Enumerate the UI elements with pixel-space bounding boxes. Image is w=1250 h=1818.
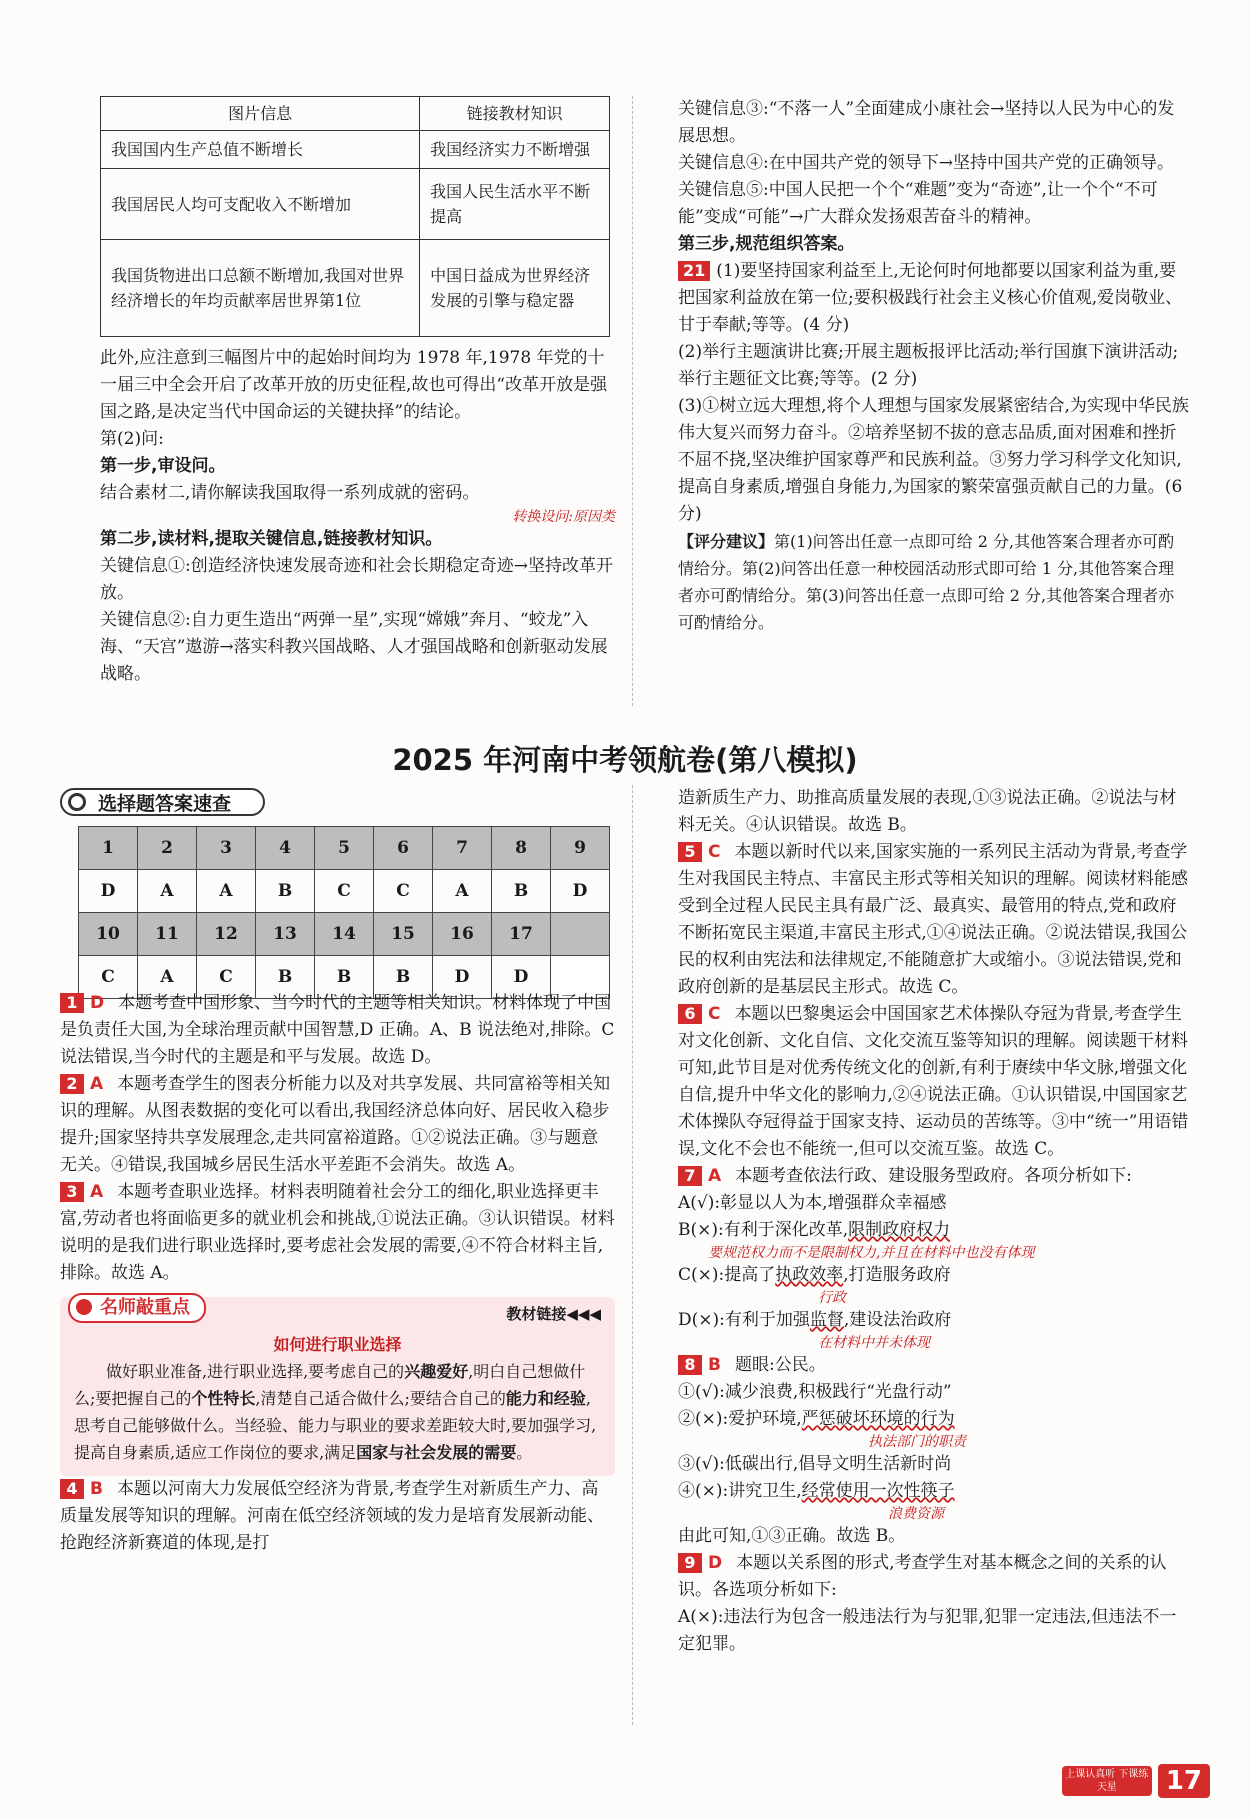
answer-text: (3)①树立远大理想,将个人理想与国家发展紧密结合,为实现中华民族伟大复兴而努力奋斗。②培养坚韧不拔的意志品质,面对困难和挫折不屈不挠,坚决维护国家尊严和民族利益。③努力学习科学文化知识,提高自身素质,增强自身能力,为国家的繁荣富强贡献自己的力量。(6 分) — [678, 396, 1189, 524]
answer-letter: A — [708, 1166, 722, 1186]
explanation: 由此可知,①③正确。故选 B。 — [678, 1526, 906, 1546]
answer-letter: D — [90, 993, 105, 1013]
table-cell: 我国居民人均可支配收入不断增加 — [101, 169, 420, 240]
option-line: A(×):违法行为包含一般违法行为与犯罪,犯罪一定违法,但违法不一定犯罪。 — [678, 1607, 1177, 1654]
question-number-badge: 8 — [678, 1355, 702, 1375]
option-line: ③(√):低碳出行,倡导文明生活新时尚 — [678, 1454, 952, 1474]
marked-text: 经常使用一次性筷子 — [801, 1481, 955, 1501]
question-number-badge: 9 — [678, 1553, 702, 1573]
option-line — [678, 1217, 1190, 1244]
rating-label: 【评分建议】 — [678, 532, 775, 551]
answer-letter: D — [708, 1553, 723, 1573]
answer-num: 5 — [315, 827, 374, 870]
section-label — [60, 788, 265, 816]
answer-num: 2 — [138, 827, 197, 870]
handwritten-annotation: 行政 — [818, 1290, 846, 1306]
option-line — [678, 1262, 1190, 1289]
marked-text: 限制政府权力 — [848, 1220, 951, 1240]
emphasis: 能力和经验 — [505, 1389, 586, 1408]
answer-num: 10 — [79, 913, 138, 956]
table-row — [101, 131, 610, 169]
answer-letter: B — [492, 870, 551, 913]
answer-letter: C — [315, 870, 374, 913]
answer-num: 7 — [433, 827, 492, 870]
answer-letter: B — [256, 870, 315, 913]
text-run: 。 — [516, 1443, 533, 1462]
text-run: ,明白自己想做什么;要把握自己的 — [74, 1362, 586, 1408]
answer-letter: B — [374, 956, 433, 999]
answer-letter: B — [90, 1479, 103, 1499]
key-point-box — [60, 1297, 615, 1476]
answer-letter: B — [708, 1355, 721, 1375]
answer-num: 4 — [256, 827, 315, 870]
answer-letter: A — [90, 1074, 104, 1094]
question-number-badge: 3 — [60, 1182, 84, 1202]
right-bottom-column — [678, 785, 1190, 1658]
question-number-badge: 1 — [60, 993, 84, 1013]
answer-letter: D — [492, 956, 551, 999]
text-run: D(×):有利于加强 — [678, 1310, 810, 1330]
answer-num: 13 — [256, 913, 315, 956]
answer-letter: C — [79, 956, 138, 999]
page-footer — [1062, 1764, 1210, 1798]
table-header: 链接教材知识 — [420, 97, 610, 131]
explanation: 本题以关系图的形式,考查学生对基本概念之间的关系的认识。各选项分析如下: — [678, 1553, 1167, 1600]
question-number-badge: 4 — [60, 1479, 84, 1499]
option-line — [678, 1307, 1190, 1334]
answer-letter: B — [256, 956, 315, 999]
left-bottom-column — [60, 990, 615, 1557]
text-run: ,打造服务政府 — [843, 1265, 951, 1285]
column-divider — [632, 785, 633, 1725]
paragraph: 结合素材二,请你解读我国取得一系列成就的密码。 — [100, 483, 480, 503]
handwritten-annotation: 浪费资源 — [888, 1506, 944, 1522]
question-number-badge: 21 — [678, 261, 710, 281]
answer-letter: B — [315, 956, 374, 999]
text-run: ,思考自己能够做什么。当经验、能力与职业的要求差距较大时,要加强学习,提高自身素质,适应工作岗位的要求,满足 — [74, 1389, 597, 1462]
emphasis: 国家与社会发展的需要 — [356, 1443, 517, 1462]
explanation: 造新质生产力、助推高质量发展的表现,①③说法正确。②说法与材料无关。④认识错误。故选 B。 — [678, 788, 1177, 835]
key-info: 关键信息⑤:中国人民把一个个“难题”变为“奇迹”,让一个个“不可能”变成“可能”→广大群众发扬艰苦奋斗的精神。 — [678, 180, 1158, 227]
page-title: 2025 年河南中考领航卷(第八模拟) — [392, 743, 858, 777]
text-run: B(×):有利于深化改革, — [678, 1220, 849, 1240]
text-run: C(×):提高了 — [678, 1265, 776, 1285]
explanation: 本题考查学生的图表分析能力以及对共享发展、共同富裕等相关知识的理解。从图表数据的变化可以看出,我国经济总体向好、居民收入稳步提升;国家坚持共享发展理念,走共同富裕道路。①②说法正确。③与题意无关。④错误,我国城乡居民生活水平差距不会消失。故选 A。 — [60, 1074, 611, 1175]
answer-letter: C — [374, 870, 433, 913]
answer-letter: C — [708, 842, 721, 862]
table-header: 图片信息 — [101, 97, 420, 131]
answer-num: 15 — [374, 913, 433, 956]
answer-text: (1)要坚持国家利益至上,无论何时何地都要以国家利益为重,要把国家利益放在第一位;要积极践行社会主义核心价值观,爱岗敬业、甘于奉献;等等。(4 分) — [678, 261, 1183, 335]
table-row — [101, 240, 610, 337]
target-icon — [68, 793, 86, 811]
key-point-label-text: 名师敲重点 — [100, 1297, 190, 1318]
left-top-column — [100, 96, 615, 688]
answer-num: 8 — [492, 827, 551, 870]
answer-num: 6 — [374, 827, 433, 870]
answer-num: 9 — [551, 827, 610, 870]
question-number-badge: 6 — [678, 1004, 702, 1024]
info-table — [100, 96, 610, 337]
question-number-badge: 2 — [60, 1074, 84, 1094]
explanation: 本题以巴黎奥运会中国国家艺术体操队夺冠为背景,考查学生对文化创新、文化自信、文化交流互鉴等知识的理解。阅读题干材料可知,此节目是对优秀传统文化的创新,有利于赓续中华文脉,增强文化自信,提升中华文化的影响力,②④说法正确。①认识错误,中国国家艺术体操队夺冠得益于国家支持、运动员的苦练等。③中“统一”用语错误,文化不会也不能统一,但可以交流互鉴。故选 C。 — [678, 1004, 1189, 1159]
key-point-body — [74, 1358, 601, 1466]
answer-num: 11 — [138, 913, 197, 956]
paragraph: 此外,应注意到三幅图片中的起始时间均为 1978 年,1978 年党的十一届三中全会开启了改革开放的历史征程,故也可得出“改革开放是强国之路,是决定当代中国命运的关键抉择”的结论。 — [100, 348, 608, 422]
key-info: 关键信息③:“不落一人”全面建成小康社会→坚持以人民为中心的发展思想。 — [678, 99, 1175, 146]
handwritten-annotation: 在材料中并未体现 — [818, 1335, 930, 1351]
explanation: 本题考查依法行政、建设服务型政府。各项分析如下: — [735, 1166, 1132, 1186]
explanation: 本题考查中国形象、当今时代的主题等相关知识。材料体现了中国是负责任大国,为全球治理贡献中国智慧,D 正确。A、B 说法绝对,排除。C 说法错误,当今时代的主题是和平与发展。故选 D。 — [60, 993, 615, 1067]
text-run: ②(×):爱护环境, — [678, 1409, 802, 1429]
option-line — [678, 1406, 1190, 1433]
table-cell: 中国日益成为世界经济发展的引擎与稳定器 — [420, 240, 610, 337]
answer-letter: D — [79, 870, 138, 913]
marked-text: 监督 — [809, 1310, 844, 1330]
table-row — [101, 169, 610, 240]
answer-num: 14 — [315, 913, 374, 956]
brand-logo: 上课认真听 下课练天星 — [1062, 1766, 1152, 1796]
textbook-link: 教材链接◀◀◀ — [506, 1305, 601, 1323]
emphasis: 兴趣爱好 — [404, 1362, 469, 1381]
answer-table — [78, 826, 610, 999]
answer-num: 12 — [197, 913, 256, 956]
answer-num: 16 — [433, 913, 492, 956]
table-cell: 我国人民生活水平不断提高 — [420, 169, 610, 240]
question-number-badge: 5 — [678, 842, 702, 862]
table-cell: 我国货物进出口总额不断增加,我国对世界经济增长的年均贡献率居世界第1位 — [101, 240, 420, 337]
explanation: 本题以河南大力发展低空经济为背景,考查学生对新质生产力、高质量发展等知识的理解。河南在低空经济领域的发力是培育发展新动能、抢跑经济新赛道的体现,是打 — [60, 1479, 604, 1553]
answer-letter: A — [433, 870, 492, 913]
handwritten-annotation: 要规范权力而不是限制权力,并且在材料中也没有体现 — [708, 1245, 1035, 1261]
step-heading: 第二步,读材料,提取关键信息,链接教材知识。 — [100, 529, 443, 549]
answer-num: 1 — [79, 827, 138, 870]
answer-letter: D — [551, 870, 610, 913]
key-info: 关键信息①:创造经济快速发展奇迹和社会长期稳定奇迹→坚持改革开放。 — [100, 556, 613, 603]
text-run: ,清楚自己适合做什么;要结合自己的 — [255, 1389, 506, 1408]
text-run: ,建设法治政府 — [843, 1310, 952, 1330]
explanation: 本题以新时代以来,国家实施的一系列民主活动为背景,考查学生对我国民主特点、丰富民主形式等相关知识的理解。阅读材料能感受到全过程人民民主具有最广泛、最真实、最管用的特点,党和政府不断拓宽民主渠道,丰富民主形式,①④说法正确。②说法错误,我国公民的权利由宪法和法律规定,不能随意扩大或缩小。③说法错误,党和政府创新的是基层民主形式。故选 C。 — [678, 842, 1188, 997]
answer-letter: A — [90, 1182, 104, 1202]
step-heading: 第一步,审设问。 — [100, 456, 226, 476]
answer-num: 3 — [197, 827, 256, 870]
question-number-badge: 7 — [678, 1166, 702, 1186]
handwritten-annotation: 执法部门的职责 — [868, 1434, 966, 1450]
key-point-title: 如何进行职业选择 — [273, 1335, 402, 1354]
key-point-label — [68, 1293, 206, 1323]
section-label-text: 选择题答案速查 — [98, 793, 232, 815]
answer-letter: A — [138, 956, 197, 999]
answer-letter: C — [708, 1004, 721, 1024]
right-top-column — [678, 96, 1190, 636]
marked-text: 执政效率 — [775, 1265, 844, 1285]
answer-letter: A — [197, 870, 256, 913]
answer-letter: A — [138, 870, 197, 913]
bell-icon — [76, 1299, 92, 1315]
answer-text: (2)举行主题演讲比赛;开展主题板报评比活动;举行国旗下演讲活动;举行主题征文比赛;等等。(2 分) — [678, 342, 1179, 389]
marked-text: 严惩破坏环境的行为 — [801, 1409, 955, 1429]
answer-letter: C — [197, 956, 256, 999]
column-divider — [632, 96, 633, 706]
handwritten-annotation: 转换设问:原因类 — [512, 509, 615, 525]
text-run: 做好职业准备,进行职业选择,要考虑自己的 — [106, 1362, 405, 1381]
question-label: 第(2)问: — [100, 429, 164, 449]
explanation: 题眼:公民。 — [734, 1355, 826, 1375]
option-line: A(√):彰显以人为本,增强群众幸福感 — [678, 1193, 947, 1213]
emphasis: 个性特长 — [191, 1389, 256, 1408]
answer-num: 17 — [492, 913, 551, 956]
answer-letter: D — [433, 956, 492, 999]
key-info: 关键信息④:在中国共产党的领导下→坚持中国共产党的正确领导。 — [678, 153, 1174, 173]
step-heading: 第三步,规范组织答案。 — [678, 234, 855, 254]
table-cell: 我国国内生产总值不断增长 — [101, 131, 420, 169]
table-cell: 我国经济实力不断增强 — [420, 131, 610, 169]
option-line: ①(√):减少浪费,积极践行“光盘行动” — [678, 1382, 952, 1402]
text-run: ④(×):讲究卫生, — [678, 1481, 802, 1501]
page-number: 17 — [1158, 1764, 1210, 1798]
key-info: 关键信息②:自力更生造出“两弹一星”,实现“嫦娥”奔月、“蛟龙”入海、“天宫”遨游→落实科教兴国战略、人才强国战略和创新驱动发展战略。 — [100, 610, 608, 684]
empty-cell — [551, 913, 610, 956]
explanation: 本题考查职业选择。材料表明随着社会分工的细化,职业选择更丰富,劳动者也将面临更多的就业机会和挑战,①说法正确。③认识错误。材料说明的是我们进行职业选择时,要考虑社会发展的需要,④不符合材料主旨,排除。故选 A。 — [60, 1182, 615, 1283]
rating-text: 第(1)问答出任意一点即可给 2 分,其他答案合理者亦可酌情给分。第(2)问答出任意一种校园活动形式即可给 1 分,其他答案合理者亦可酌情给分。第(3)问答出任意一点即可给 2 分,其他答案合理者亦可酌情给分。 — [678, 532, 1175, 632]
option-line — [678, 1478, 1190, 1505]
